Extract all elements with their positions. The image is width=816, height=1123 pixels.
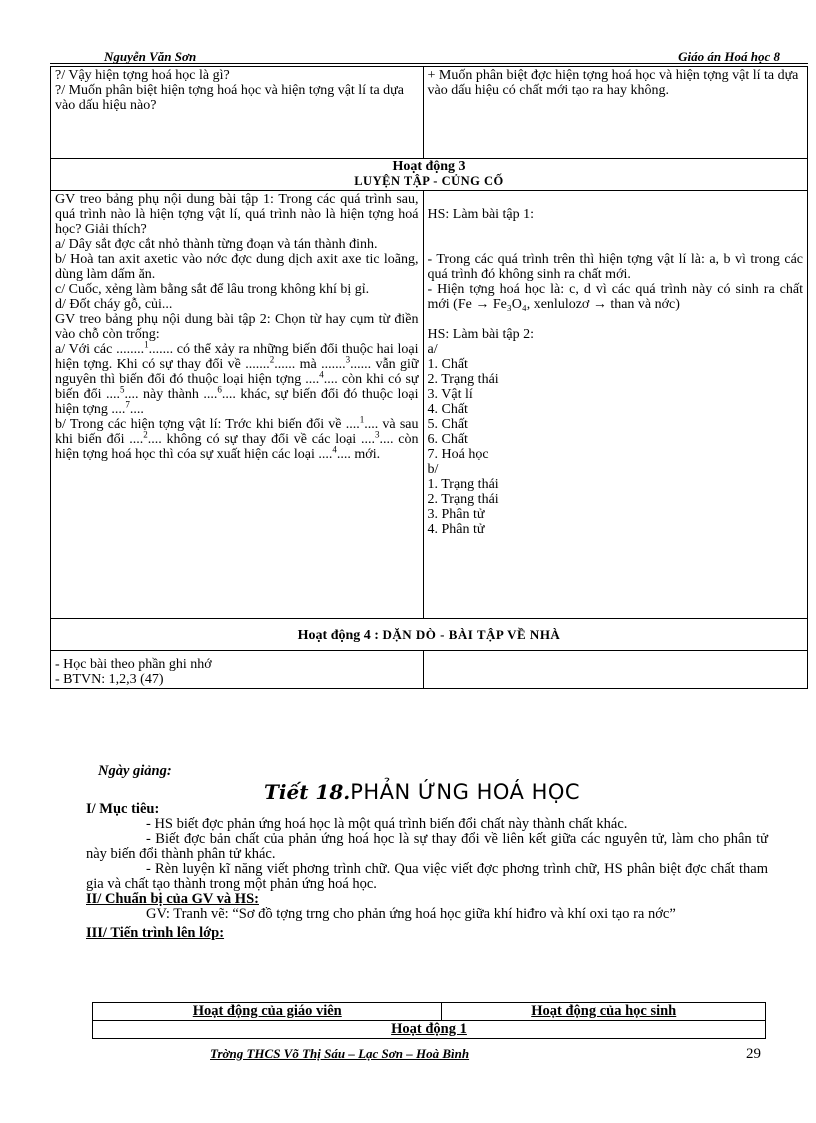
homework-1: - Học bài theo phần ghi nhớ [55, 657, 212, 672]
blank-number: 2 [143, 429, 148, 440]
blank-number: 2 [269, 354, 275, 365]
table-row [51, 651, 808, 689]
preparation-gv: GV: Tranh vẽ: “Sơ đồ tợng trng cho phản ứng hoá học giữa khí hiđro và khí oxi tạo ra nớc” [146, 906, 676, 922]
blank-number: 7 [125, 399, 130, 410]
header-rule [50, 63, 808, 64]
lesson-body [86, 802, 768, 941]
exercise-1-b: b/ Hoà tan axit axetic vào nớc đợc dung dịch axit axe tic loãng, dùng làm dấm ăn. [55, 252, 419, 282]
table-row [51, 191, 808, 619]
section-objectives [86, 802, 768, 817]
list-item: 1. Trạng thái [427, 477, 499, 492]
exercise-2-b [55, 414, 419, 462]
section-preparation: II/ Chuẩn bị của GV và HS: [86, 891, 259, 907]
teacher-cell [51, 67, 424, 159]
blank-number: 3 [375, 429, 380, 440]
blank-text: .... không có sự thay đổi về các loại .... [147, 432, 375, 447]
procedure-table [92, 1002, 766, 1039]
teacher-cell [51, 651, 424, 689]
page-number: 29 [746, 1046, 761, 1062]
activity-3-header [51, 159, 808, 191]
activity-3-subtitle: LUYỆN TẬP - CỦNG CỐ [354, 174, 504, 188]
blank-text: ...... vẫn giữ nguyên thì biến đổi đó thuộc loại hiện tợng .... [55, 357, 419, 387]
table-row [51, 67, 808, 159]
table-row [51, 159, 808, 191]
exercise-1-c: c/ Cuốc, xẻng làm bằng sắt để lâu trong không khí bị gỉ. [55, 282, 370, 297]
activity-4-header [51, 619, 808, 651]
section-objectives-label: I/ Mục tiêu: [86, 801, 160, 817]
objective-2: - Biết đợc bản chất của phản ứng hoá học là sự thay đổi về liên kết giữa các nguyên tử, làm cho phân tử này biến đổi thành phân tử khác. [86, 831, 768, 862]
list-item: 1. Chất [427, 357, 468, 372]
blank-text: .... còn khi có sự biến đổi .... [55, 372, 419, 402]
question-2: ?/ Muốn phân biệt hiện tợng hoá học và hiện tợng vật lí ta dựa vào dấu hiệu nào? [55, 83, 404, 113]
list-item: 4. Chất [427, 402, 468, 417]
table-row [93, 1021, 766, 1039]
blank-number: 1 [144, 339, 149, 350]
activity-1-header: Hoạt động 1 [93, 1021, 766, 1039]
document-title: Giáo án Hoá học 8 [678, 49, 780, 64]
lesson-name: PHẢN ỨNG HOÁ HỌC [350, 780, 581, 804]
school-footer: Trờng THCS Võ Thị Sáu – Lạc Sơn – Hoà Bình [210, 1046, 470, 1061]
list-item: 4. Phân tử [427, 522, 485, 537]
answer-label-a: a/ [427, 342, 438, 357]
table-row [51, 619, 808, 651]
activity-3-title: Hoạt động 3 [392, 159, 466, 174]
teacher-cell [51, 191, 424, 619]
objective-1: - HS biết đợc phản ứng hoá học là một quá trình biến đổi chất này thành chất khác. [146, 816, 628, 832]
blank-text: .... mới. [336, 447, 381, 462]
blank-text: .... và sau khi biến đổi .... [55, 417, 419, 447]
student-cell [423, 651, 808, 689]
exercise-1-prompt: GV treo bảng phụ nội dung bài tập 1: Trong các quá trình sau, quá trình nào là hiện tợng vật lí, quá trình nào là hiện tợng hoá học? Giải thích? [55, 192, 419, 237]
blank-text: ...... mà ....... [274, 357, 346, 372]
lesson-number: Tiết 18. [264, 780, 351, 804]
exercise-1-a: a/ Dây sắt đợc cắt nhỏ thành từng đoạn và tán thành đinh. [55, 237, 378, 252]
objective-3: - Rèn luyện kĩ năng viết phơng trình chữ. Qua việc viết đợc phơng trình chữ, HS phân biệt đợc chất tham gia và chất tạo thành trong một phản ứng hoá học. [86, 861, 768, 892]
lesson-table [50, 66, 808, 689]
blank-text: .... còn hiện tợng hoá học thì cóa sự xuất hiện các loại .... [55, 432, 419, 462]
blank-number: 3 [345, 354, 351, 365]
list-item: 3. Phân tử [427, 507, 485, 522]
list-item: 3. Vật lí [427, 387, 473, 402]
answer-1: + Muốn phân biệt đợc hiện tợng hoá học và hiện tợng vật lí ta dựa vào dấu hiệu có chất mới tạo ra hay không. [427, 68, 799, 98]
blank-number: 4 [332, 444, 337, 455]
date-label: Ngày giảng: [98, 763, 172, 779]
answer-label-b: b/ [427, 462, 439, 477]
author-name: Nguyễn Văn Sơn [104, 49, 197, 64]
hs-exercise-1: HS: Làm bài tập 1: [427, 207, 535, 222]
exercise-2-a [55, 339, 419, 417]
student-cell [423, 191, 808, 619]
col-teacher-header: Hoạt động của giáo viên [93, 1003, 442, 1021]
blank-text: b/ Trong các hiện tợng vật lí: Trớc khi biến đổi về .... [55, 417, 360, 432]
blank-text: ....... có thể xảy ra những biến đổi thuộc hai loại hiện tợng. Khi có sự thay đổi về ....... [55, 342, 419, 372]
blank-text: .... này thành .... [124, 387, 218, 402]
exercise-2-prompt: GV treo bảng phụ nội dung bài tập 2: Chọn từ hay cụm từ điền vào chỗ còn trống: [55, 312, 419, 342]
section-procedure: III/ Tiến trình lên lớp: [86, 925, 225, 941]
question-1: ?/ Vậy hiện tợng hoá học là gì? [55, 68, 230, 83]
blank-number: 1 [359, 414, 365, 425]
activity-4-title: DẶN DÒ - BÀI TẬP VỀ NHÀ [382, 626, 561, 642]
list-item: 2. Trạng thái [427, 492, 499, 507]
blank-text: a/ Với các ........ [55, 342, 145, 357]
lesson-title [264, 780, 580, 804]
blank-text: .... khác, sự biến đổi đó thuộc loại hiện tợng .... [55, 387, 419, 417]
homework-2: - BTVN: 1,2,3 (47) [55, 672, 164, 687]
col-student-header: Hoạt động của học sinh [442, 1003, 766, 1021]
list-item: 5. Chất [427, 417, 468, 432]
blank-number: 4 [319, 369, 324, 380]
hs-exercise-2: HS: Làm bài tập 2: [427, 327, 535, 342]
list-item: 7. Hoá học [427, 447, 489, 462]
student-cell [423, 67, 808, 159]
blank-number: 6 [217, 384, 222, 395]
blank-text: .... [129, 402, 144, 417]
list-item: 6. Chất [427, 432, 468, 447]
hs-answer-2: - Hiện tợng hoá học là: c, d vì các quá trình này có sinh ra chất mới (Fe → Fe₃O₄, xenlulozơ → than và nớc) [427, 282, 803, 312]
hs-answer-1: - Trong các quá trình trên thì hiện tợng vật lí là: a, b vì trong các quá trình đó không sinh ra chất mới. [427, 252, 803, 282]
table-row [93, 1003, 766, 1021]
list-item: 2. Trạng thái [427, 372, 499, 387]
exercise-1-d: d/ Đốt cháy gỗ, củi... [55, 297, 173, 312]
activity-4-prefix: Hoạt động 4 : [297, 627, 383, 643]
blank-number: 5 [120, 384, 125, 395]
